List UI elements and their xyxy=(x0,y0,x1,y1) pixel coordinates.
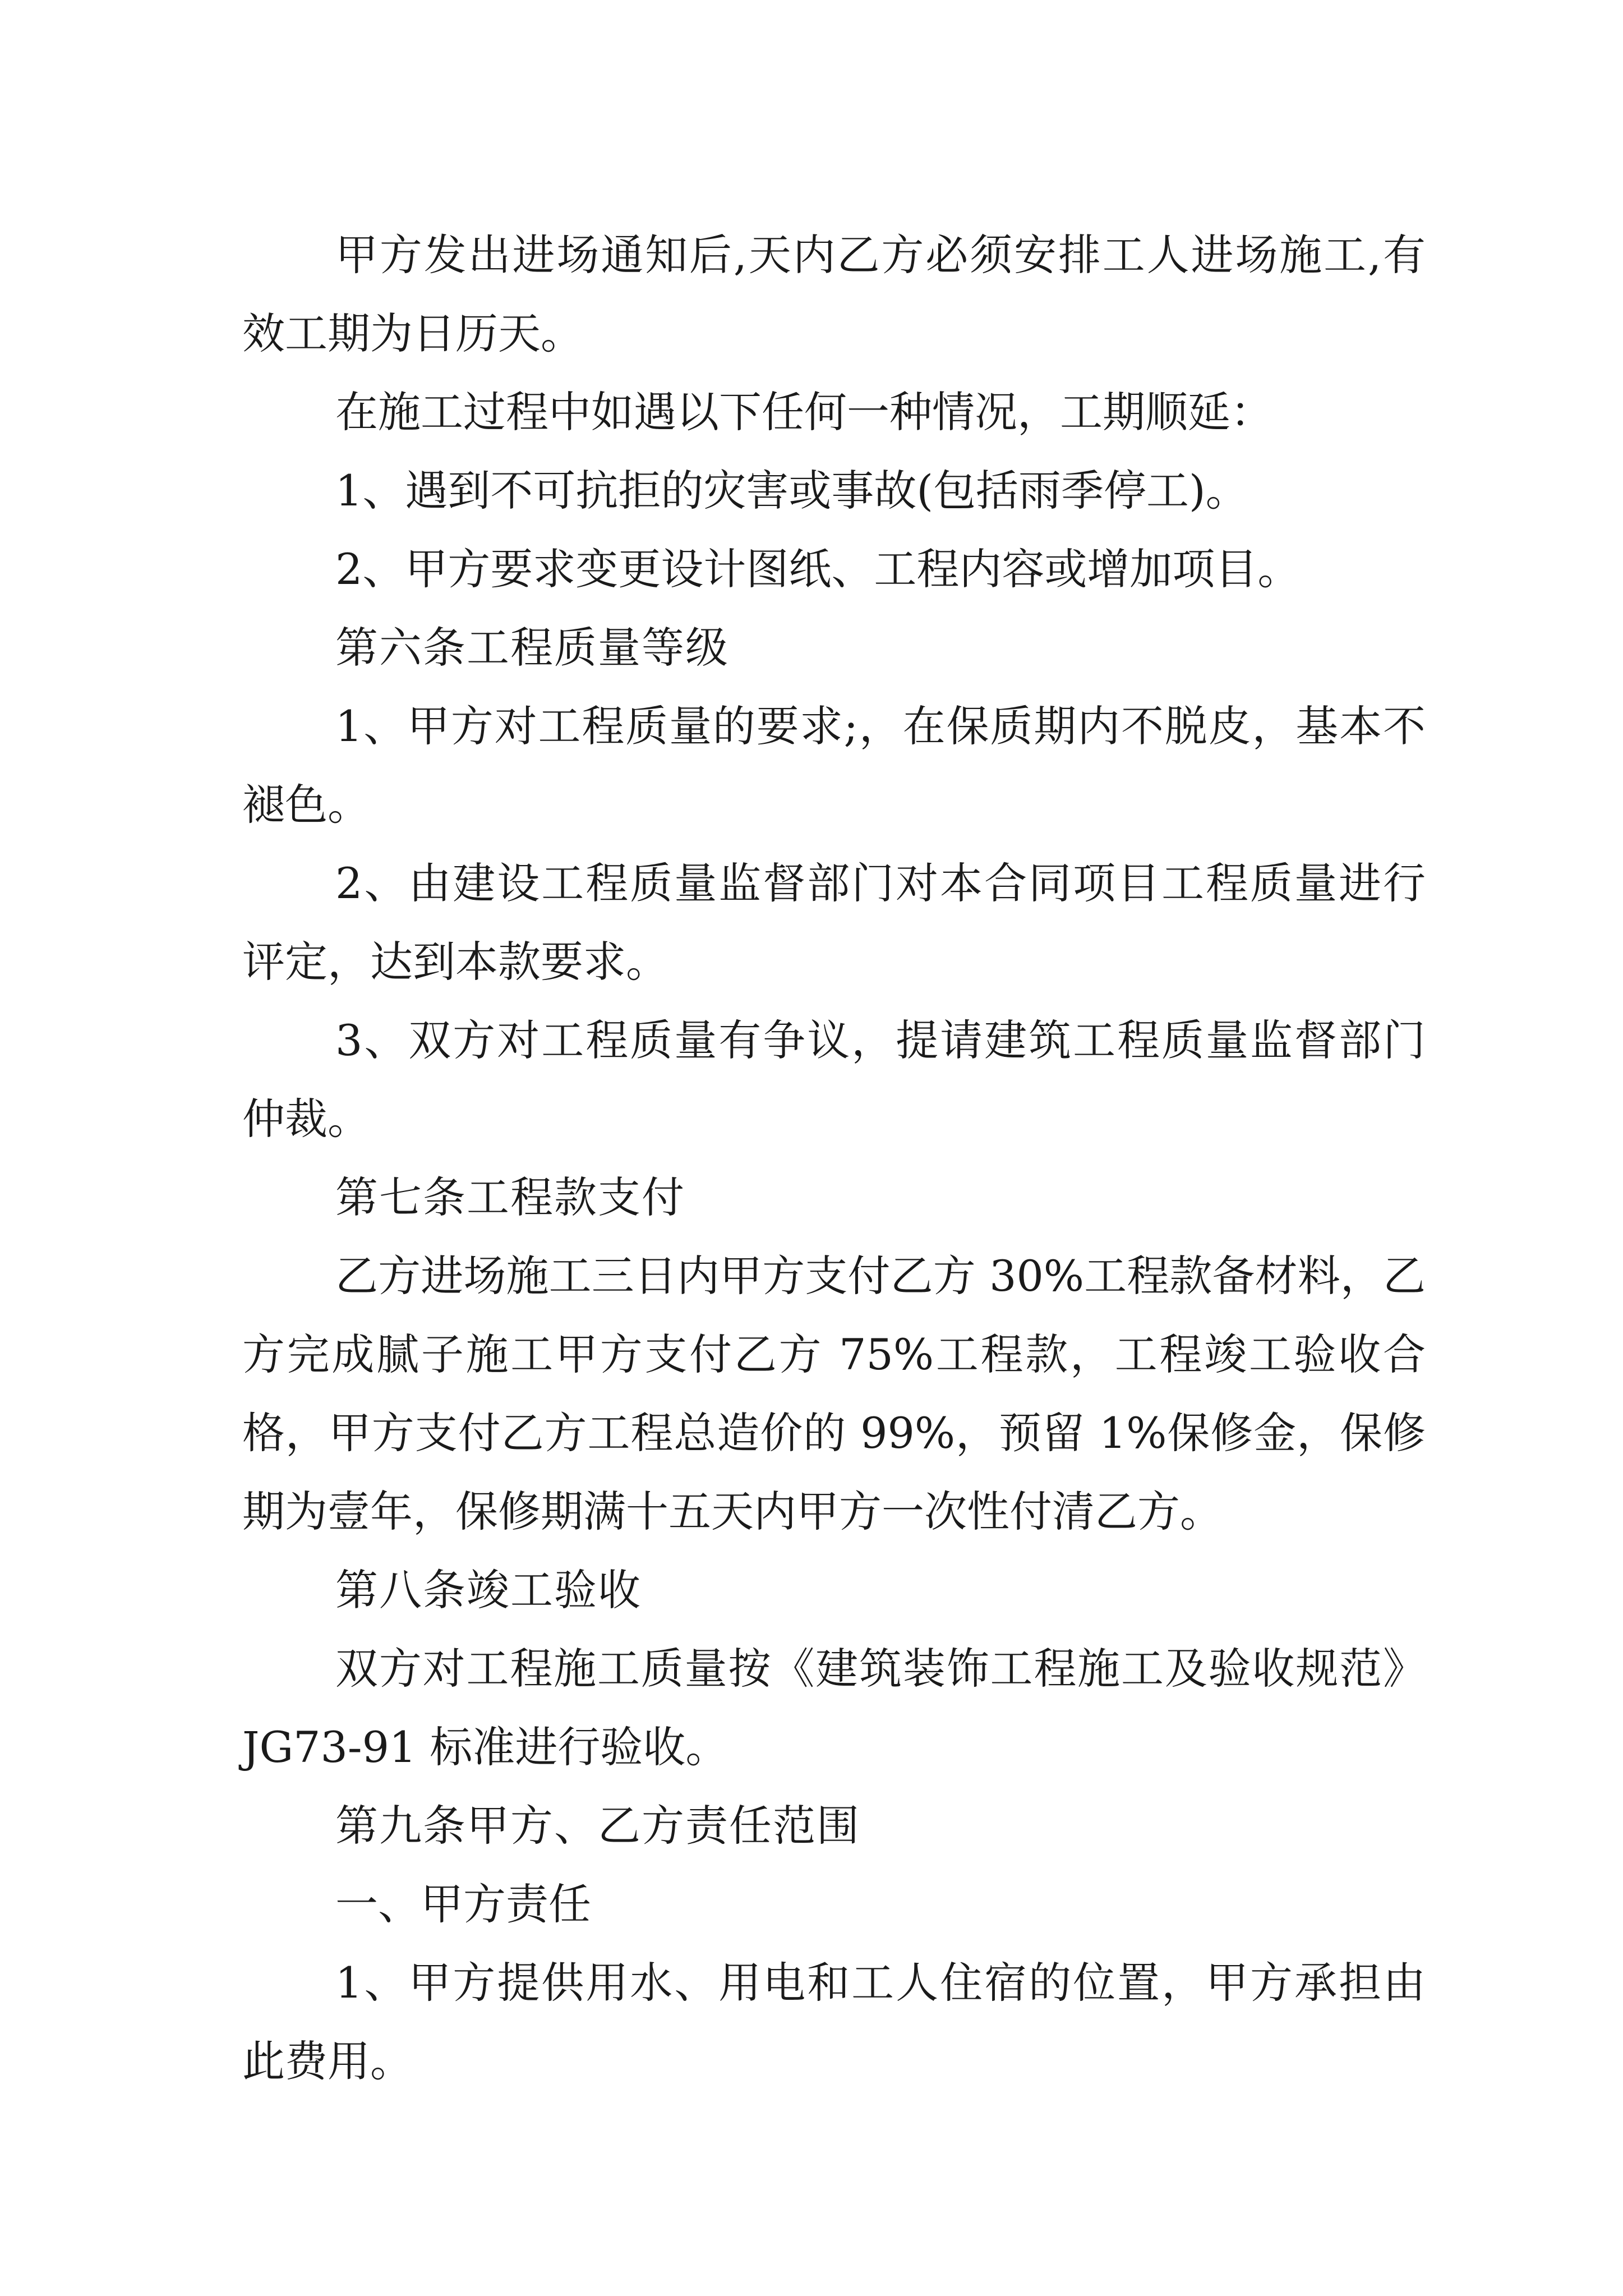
document-body xyxy=(242,216,1426,2101)
paragraph-payment-terms: 乙方进场施工三日内甲方支付乙方 30%工程款备材料，乙方完成腻子施工甲方支付乙方 75%工程款，工程竣工验收合格，甲方支付乙方工程总造价的 99%，预留 1%保修金，保修期为壹年，保修期满十五天内甲方一次性付清乙方。 xyxy=(242,1251,1426,1536)
paragraph-entry-notice: 甲方发出进场通知后,天内乙方必须安排工人进场施工,有效工期为日历天。 xyxy=(242,230,1426,358)
section-heading-article-8: 第八条竣工验收 xyxy=(335,1565,642,1615)
paragraph-delay-conditions: 在施工过程中如遇以下任何一种情况，工期顺延： xyxy=(335,387,1273,437)
subsection-heading-party-a: 一、甲方责任 xyxy=(335,1879,591,1929)
paragraph-delay-item-2: 2、甲方要求变更设计图纸、工程内容或增加项目。 xyxy=(335,544,1301,594)
section-heading-article-6: 第六条工程质量等级 xyxy=(335,623,729,673)
paragraph-acceptance-standard: 双方对工程施工质量按《建筑装饰工程施工及验收规范》JG73-91 标准进行验收。 xyxy=(242,1644,1426,1772)
paragraph-delay-item-1: 1、遇到不可抗拒的灾害或事故(包括雨季停工)。 xyxy=(335,466,1248,516)
paragraph-quality-item-1: 1、甲方对工程质量的要求;，在保质期内不脱皮，基本不褪色。 xyxy=(242,701,1426,830)
section-heading-article-7: 第七条工程款支付 xyxy=(335,1172,685,1222)
paragraph-party-a-item-1: 1、甲方提供用水、用电和工人住宿的位置，甲方承担由此费用。 xyxy=(242,1958,1426,2086)
paragraph-quality-item-3: 3、双方对工程质量有争议，提请建筑工程质量监督部门仲裁。 xyxy=(242,1015,1426,1144)
section-heading-article-9: 第九条甲方、乙方责任范围 xyxy=(335,1801,860,1851)
paragraph-quality-item-2: 2、由建设工程质量监督部门对本合同项目工程质量进行评定，达到本款要求。 xyxy=(242,858,1426,987)
